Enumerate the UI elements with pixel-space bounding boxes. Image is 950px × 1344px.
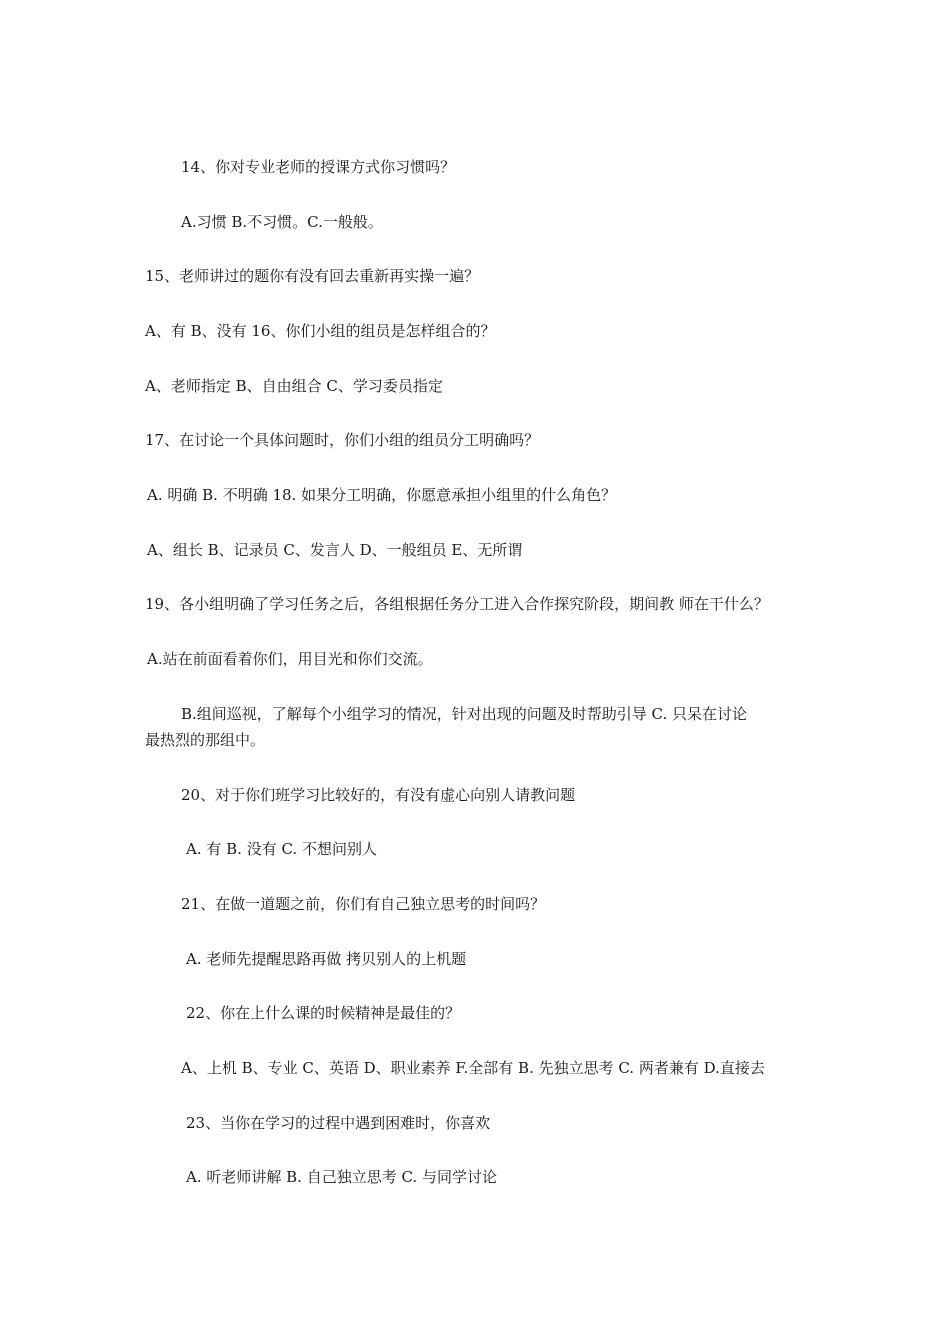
- answer-23-options: A. 听老师讲解 B. 自己独立思考 C. 与同学讨论: [186, 1168, 497, 1186]
- answer-15-and-question-16: A、有 B、没有 16、你们小组的组员是怎样组合的？: [145, 322, 496, 340]
- answer-21-options: A. 老师先提醒思路再做 拷贝别人的上机题: [186, 950, 467, 968]
- answer-14-options: A.习惯 B.不习惯。C.一般般。: [181, 213, 383, 231]
- question-22: 22、你在上什么课的时候精神是最佳的？: [186, 1004, 461, 1022]
- question-23: 23、当你在学习的过程中遇到困难时，你喜欢: [186, 1114, 491, 1132]
- answer-19-option-b-c: B.组间巡视，了解每个小组学习的情况，针对出现的问题及时帮助引导 C. 只呆在讨论: [181, 705, 748, 723]
- answer-22-options: A、上机 B、专业 C、英语 D、职业素养 F.全部有 B. 先独立思考 C. 两者兼有 D.直接去: [181, 1059, 765, 1077]
- answer-17-and-question-18: A. 明确 B. 不明确 18. 如果分工明确，你愿意承担小组里的什么角色？: [147, 486, 617, 504]
- answer-19-option-c-continued: 最热烈的那组中。: [145, 731, 266, 749]
- question-14: 14、你对专业老师的授课方式你习惯吗？: [181, 158, 456, 176]
- answer-18-options: A、组长 B、记录员 C、发言人 D、一般组员 E、无所谓: [147, 541, 523, 559]
- question-15: 15、老师讲过的题你有没有回去重新再实操一遍？: [145, 267, 480, 285]
- question-17: 17、在讨论一个具体问题时，你们小组的组员分工明确吗？: [145, 431, 540, 449]
- question-21: 21、在做一道题之前，你们有自己独立思考的时间吗？: [181, 895, 546, 913]
- answer-16-options: A、老师指定 B、自由组合 C、学习委员指定: [145, 377, 443, 395]
- answer-19-option-a: A.站在前面看着你们，用目光和你们交流。: [147, 650, 433, 668]
- question-19: 19、各小组明确了学习任务之后，各组根据任务分工进入合作探究阶段，期间教 师在干什么？: [145, 595, 769, 613]
- question-20: 20、对于你们班学习比较好的，有没有虚心向别人请教问题: [181, 786, 576, 804]
- answer-20-options: A. 有 B. 没有 C. 不想问别人: [186, 840, 377, 858]
